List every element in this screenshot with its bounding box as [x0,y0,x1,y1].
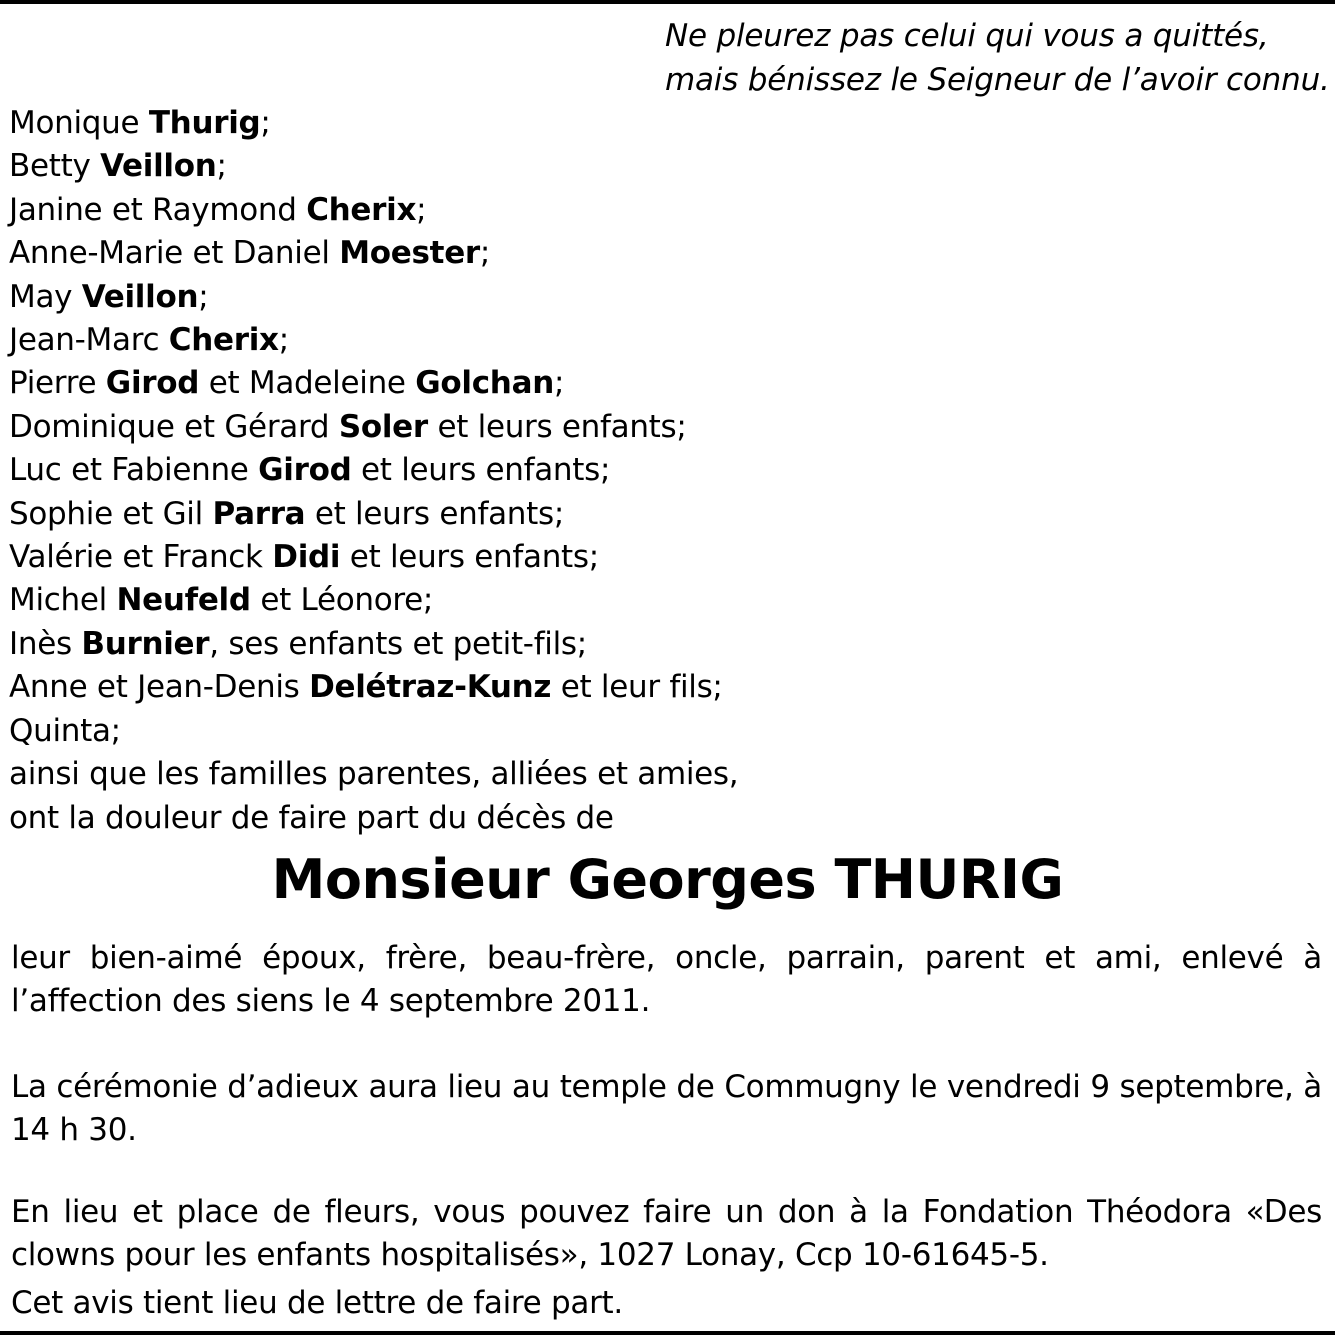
donation-paragraph: En lieu et place de fleurs, vous pouvez faire un don à la Fondation Théodora «Des clowns pour les enfants hospitalisés», 1027 Lonay, Ccp 10-61645-5. [11,1194,1322,1273]
epigraph-line-2: mais bénissez le Seigneur de l’avoir connu. [665,62,1330,98]
mourner-line: Janine et Raymond Cherix; [9,191,427,228]
mourner-line: Valérie et Franck Didi et leurs enfants; [9,539,599,576]
family-name: Moester [339,235,480,272]
family-name: Veillon [81,278,199,315]
family-name: Delétraz-Kunz [309,669,552,706]
family-name: Neufeld [116,582,251,619]
mourner-line: Inès Burnier, ses enfants et petit-fils; [9,625,587,662]
notice-paragraph: Cet avis tient lieu de lettre de faire part. [11,1285,623,1321]
epigraph-line-1: Ne pleurez pas celui qui vous a quittés, [665,18,1269,54]
deceased-name-heading: Monsieur Georges THURIG [271,848,1064,911]
family-name: Golchan [415,365,554,402]
bottom-border-rule [0,1331,1335,1335]
family-name: Burnier [81,625,210,662]
epigraph-quote [665,14,1330,102]
family-name: Soler [338,408,428,445]
family-name: Veillon [100,148,217,185]
family-name: Girod [105,365,200,402]
families-line: ainsi que les familles parentes, alliées et amies, [9,756,739,793]
mourner-line: Anne et Jean-Denis Delétraz-Kunz et leur fils; [9,669,723,706]
mourner-line: Jean-Marc Cherix; [9,322,289,359]
ceremony-paragraph: La cérémonie d’adieux aura lieu au temple de Commugny le vendredi 9 septembre, à 14 h 30. [11,1069,1322,1148]
family-name: Girod [258,452,352,489]
family-name: Parra [212,495,306,532]
tribute-paragraph: leur bien-aimé époux, frère, beau-frère, oncle, parrain, parent et ami, enlevé à l’affection des siens le 4 septembre 2011. [11,940,1322,1019]
mourner-line: Michel Neufeld et Léonore; [9,582,434,619]
mourner-line: Quinta; [9,712,121,749]
family-name: Cherix [306,191,417,228]
mourner-line: May Veillon; [9,278,209,315]
mourner-line: Dominique et Gérard Soler et leurs enfants; [9,408,687,445]
announcement-line: ont la douleur de faire part du décès de [9,799,614,836]
mourner-line: Anne-Marie et Daniel Moester; [9,235,491,272]
mourner-line: Pierre Girod et Madeleine Golchan; [9,365,565,402]
family-name: Cherix [168,322,279,359]
mourners-list [9,102,1109,840]
mourner-line: Monique Thurig; [9,105,271,141]
family-name: Thurig [148,105,261,141]
family-name: Didi [272,539,341,576]
top-border-rule [0,0,1335,4]
mourner-line: Luc et Fabienne Girod et leurs enfants; [9,452,611,489]
mourner-line: Sophie et Gil Parra et leurs enfants; [9,495,564,532]
mourner-line: Betty Veillon; [9,148,227,185]
